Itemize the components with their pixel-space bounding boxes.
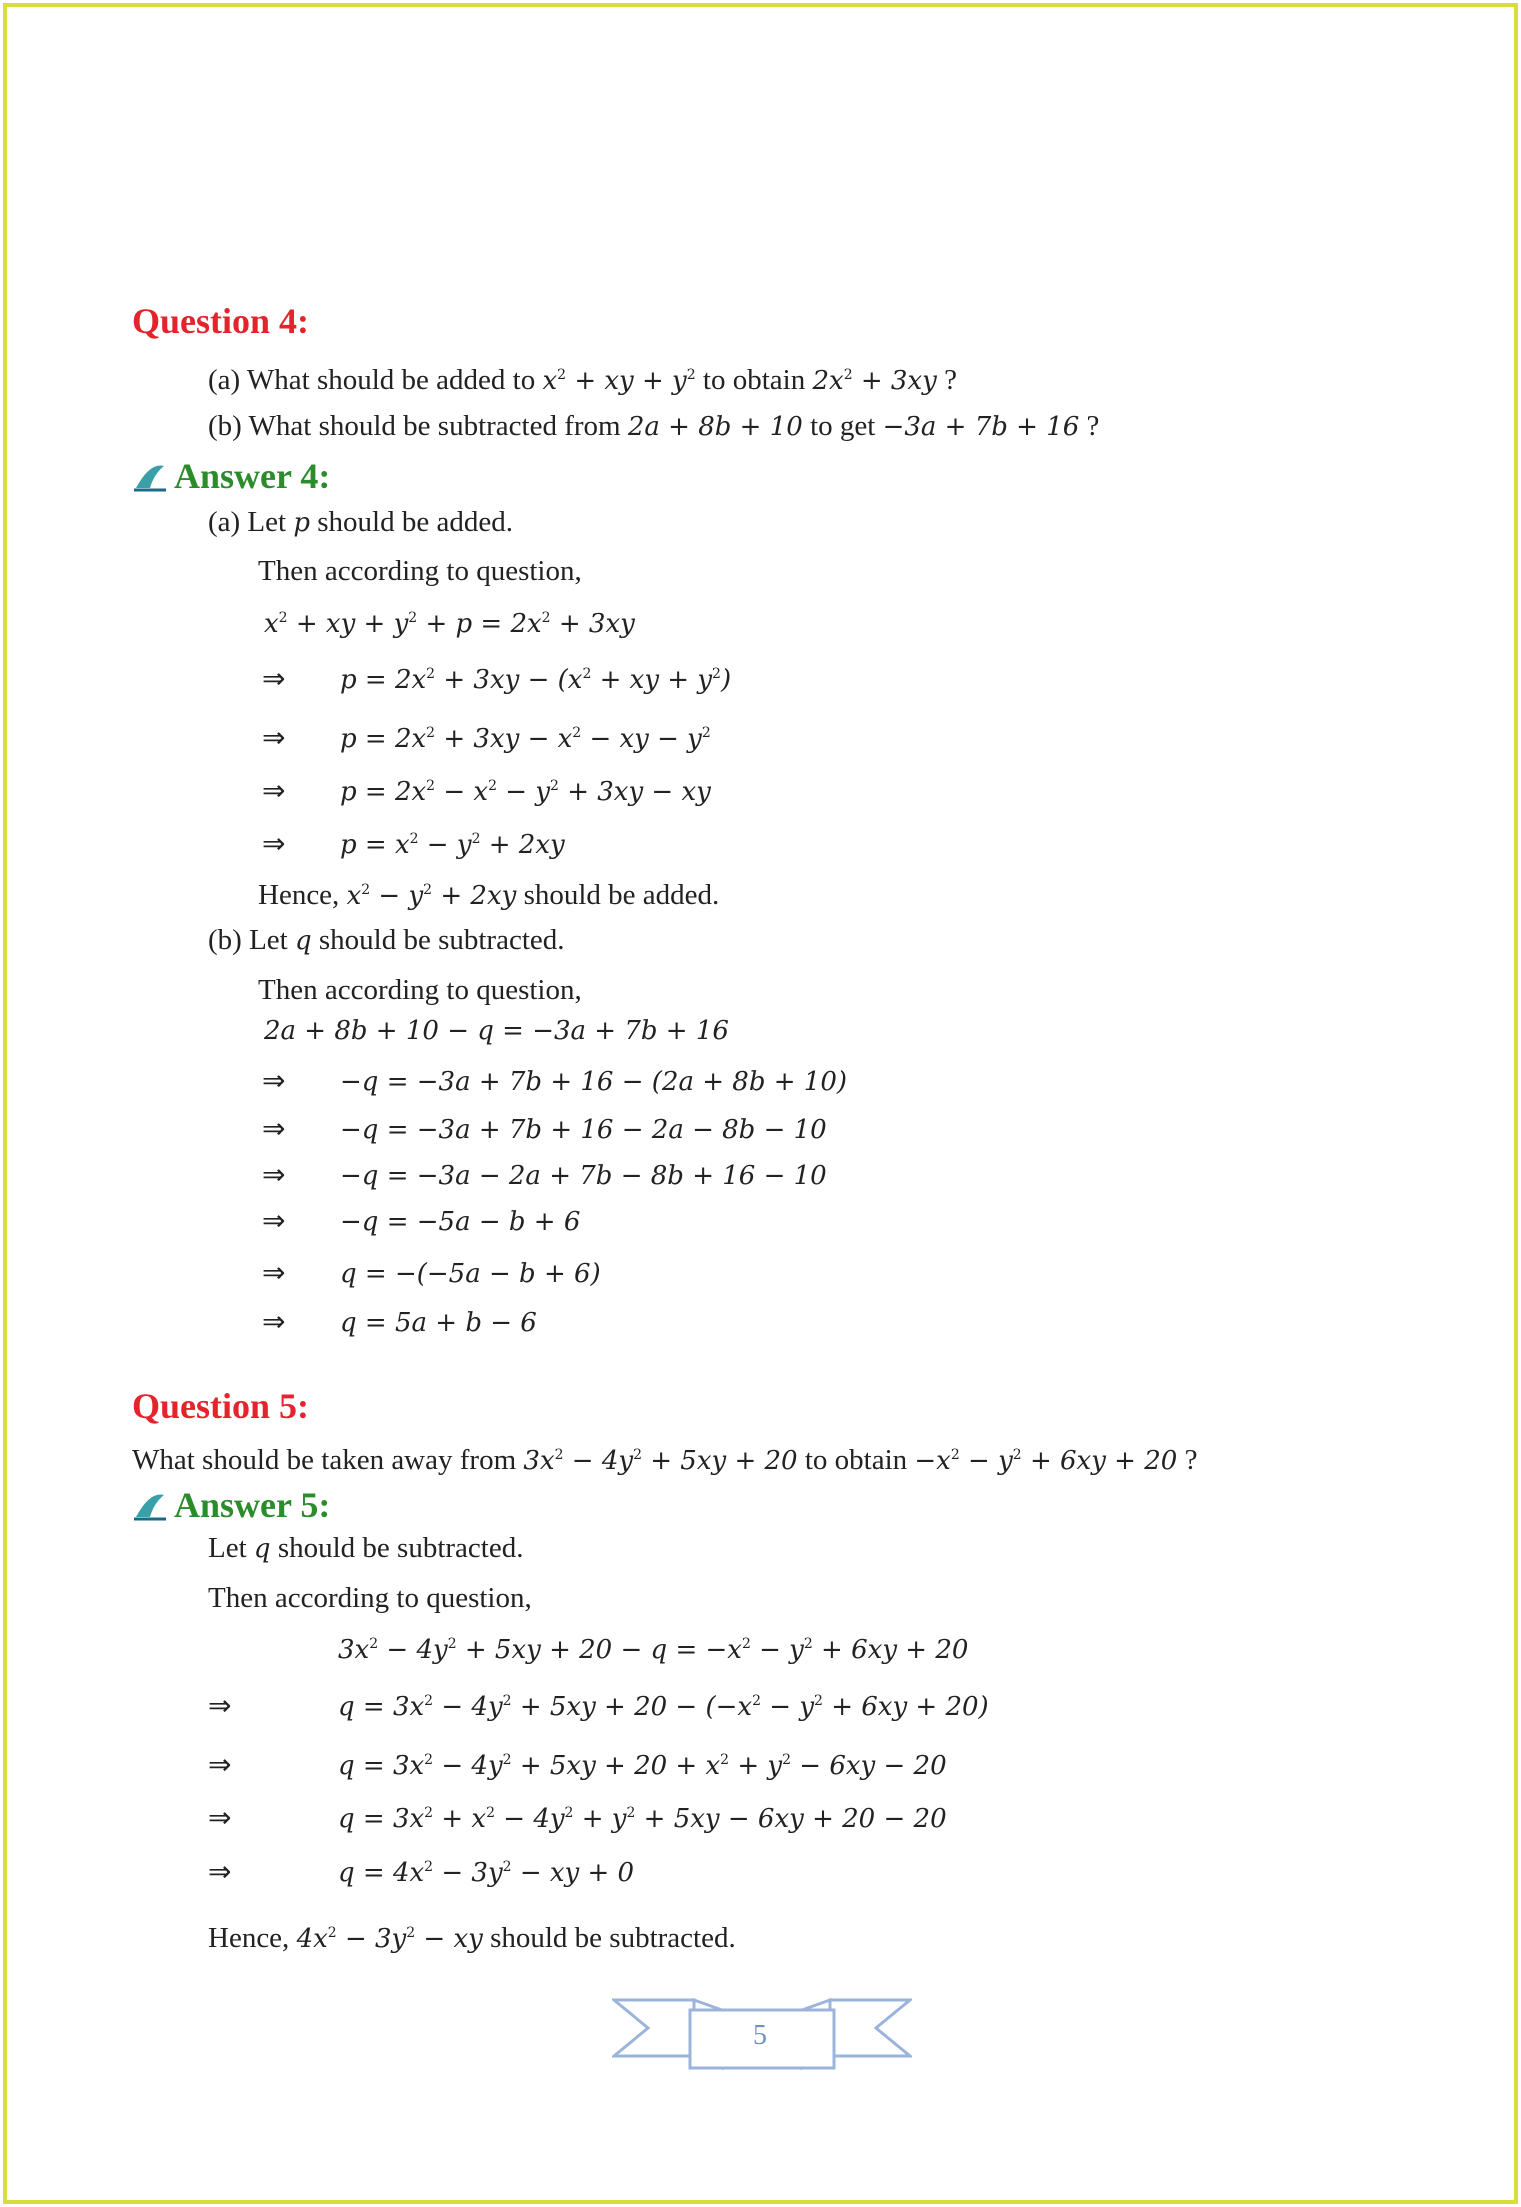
answer-4a-conclusion: Hence, $x^2 - y^2 + 2xy$ should be added. [258,879,720,911]
answer-4-heading: Answer 4: [132,455,330,497]
answer-5-step: ⇒ $q = 3x^2 - 4y^2 + 5xy + 20 - (-x^2 - y^2 + 6xy + 20)$ [208,1689,989,1722]
answer-4a-step: ⇒ $p = x^2 - y^2 + 2xy$ [262,827,565,860]
question-5-text: What should be taken away from $3x^2 - 4y^2 + 5xy + 20$ to obtain $-x^2 - y^2 + 6xy + 20$ ? [132,1444,1198,1476]
answer-4a-step: ⇒ $p = 2x^2 + 3xy - x^2$ − xy − $y^2$ [262,721,711,754]
answer-4b-according: Then according to question, [258,974,582,1006]
answer-4b-step: ⇒ q = 5a + b − 6 [262,1305,537,1338]
answer-5-according: Then according to question, [208,1582,532,1614]
question-4b-text: (b) What should be subtracted from 2a + 8b + 10 to get −3a + 7b + 16 ? [208,410,1100,442]
answer-5-conclusion: Hence, $4x^2 - 3y^2$ − xy should be subtracted. [208,1922,736,1954]
answer-4b-step: ⇒ −q = −3a + 7b + 16 − 2a − 8b − 10 [262,1112,827,1145]
question-4a-text: (a) What should be added to $x^2$ + xy + $y^2$ to obtain $2x^2 + 3xy$ ? [208,364,957,396]
answer-5-step: ⇒ $q = 4x^2 - 3y^2$ − xy + 0 [208,1855,635,1888]
answer-4a-equation: $x^2$ + xy + $y^2 + p = 2x^2 + 3xy$ [264,609,635,639]
page-number: 5 [753,2020,767,2051]
answer-4b-step: ⇒ −q = −5a − b + 6 [262,1204,581,1237]
answer-4b-equation: 2a + 8b + 10 − q = −3a + 7b + 16 [264,1016,729,1046]
answer-5-step: ⇒ $q = 3x^2 + x^2 - 4y^2 + y^2 + 5xy - 6xy + 20 - 20$ [208,1801,947,1834]
answer-4a-intro: (a) Let p should be added. [208,506,513,538]
question-5-heading: Question 5: [132,1386,310,1426]
answer-4a-step: ⇒ $p = 2x^2 + 3xy - (x^2$ + xy + $y^2$) [262,662,732,695]
answer-4b-step: ⇒ q = −(−5a − b + 6) [262,1256,601,1289]
answer-5-intro: Let q should be subtracted. [208,1532,524,1564]
book-logo-icon [132,1487,168,1523]
answer-5-step: ⇒ $q = 3x^2 - 4y^2 + 5xy + 20 + x^2 + y^2 - 6xy - 20$ [208,1748,947,1781]
answer-5-equation: $3x^2 - 4y^2 + 5xy + 20 - q = -x^2 - y^2 + 6xy + 20$ [338,1635,969,1665]
answer-4a-step: ⇒ $p = 2x^2 - x^2 - y^2 + 3xy$ − xy [262,774,711,807]
answer-5-heading: Answer 5: [132,1484,330,1526]
answer-4b-step: ⇒ −q = −3a − 2a + 7b − 8b + 16 − 10 [262,1158,827,1191]
book-logo-icon [132,458,168,494]
question-4-heading: Question 4: [132,301,310,341]
answer-4a-according: Then according to question, [258,555,582,587]
answer-4b-step: ⇒ −q = −3a + 7b + 16 − (2a + 8b + 10) [262,1064,848,1097]
answer-4b-intro: (b) Let q should be subtracted. [208,924,565,956]
